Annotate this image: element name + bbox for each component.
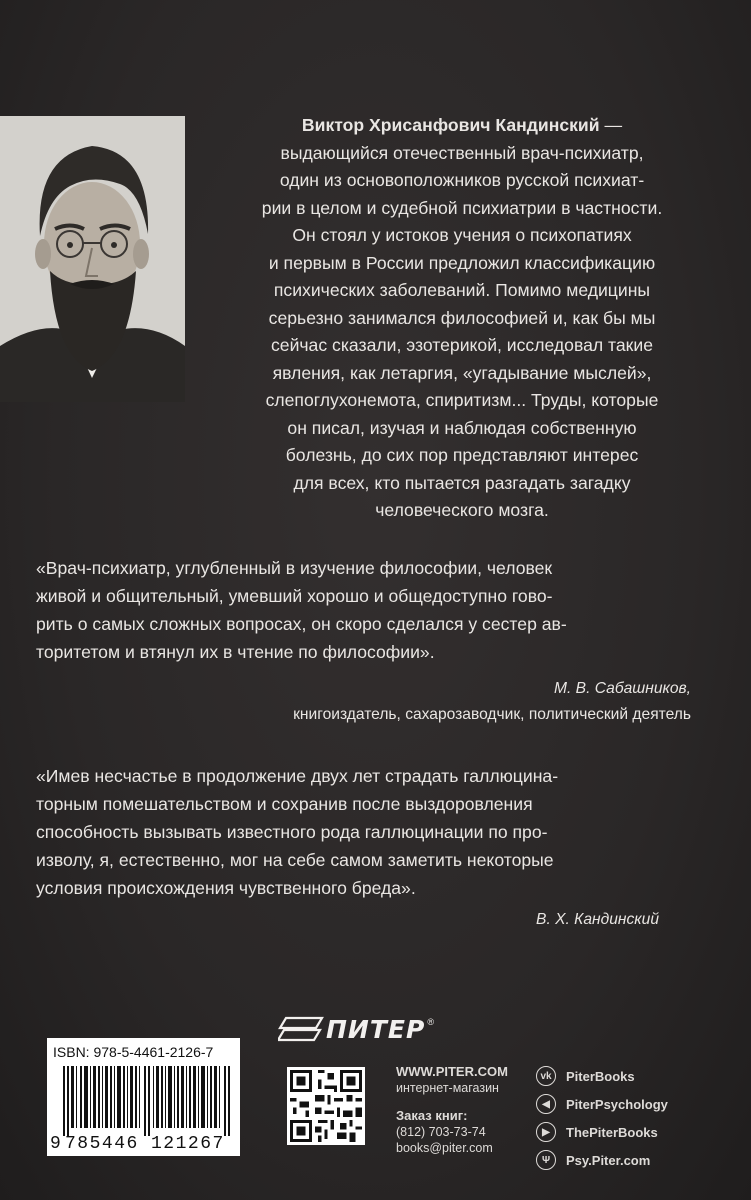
- social-links: [536, 1062, 668, 1174]
- quote-sabashnikov: [36, 554, 716, 666]
- order-email[interactable]: books@piter.com: [396, 1141, 493, 1155]
- bio-line: он писал, изучая и наблюдая собственную: [287, 417, 637, 438]
- bio-line: болезнь, до сих пор представляют интерес: [285, 445, 639, 465]
- quote-line: изволу, я, естественно, мог на себе самом заметить некоторые: [36, 850, 554, 870]
- bio-line: и первым в России предложил классификацию: [268, 252, 656, 273]
- quote-line: живой и общительный, умевший хорошо и общедоступно гово-: [36, 586, 553, 606]
- author-name: Виктор Хрисанфович Кандинский: [301, 115, 600, 135]
- social-label: Psy.Piter.com: [566, 1152, 651, 1168]
- author-bio: [212, 112, 712, 525]
- social-link-telegram[interactable]: [536, 1090, 668, 1118]
- quote-kandinsky: [36, 762, 716, 902]
- website-link[interactable]: WWW.PITER.COM: [396, 1064, 508, 1079]
- isbn-number: ISBN: 978-5-4461-2126-7: [53, 1044, 214, 1060]
- quote-line: условия происхождения чувственного бреда».: [36, 878, 416, 898]
- bio-line: Он стоял у истоков учения о психопатиях: [292, 225, 632, 245]
- bio-line: серьезно занимался философией и, как бы мы: [268, 307, 656, 328]
- bio-line: слепоглухонемота, спиритизм... Труды, которые: [265, 390, 659, 410]
- bio-line: один из основоположников русской психиат-: [279, 170, 645, 190]
- barcode-digits-left: 785446: [65, 1134, 139, 1154]
- quote-line: «Врач-психиатр, углубленный в изучение философии, человек: [36, 558, 553, 578]
- social-link-psy[interactable]: [536, 1146, 668, 1174]
- quote-author-role: книгоиздатель, сахарозаводчик, политический деятель: [293, 706, 691, 723]
- bio-line: психических заболеваний. Помимо медицины: [273, 280, 651, 300]
- quote-author: М. В. Сабашников,: [554, 680, 691, 697]
- social-label: PiterPsychology: [566, 1096, 668, 1112]
- quote-line: «Имев несчастье в продолжение двух лет страдать галлюцина-: [36, 766, 559, 786]
- barcode-digit-first: 9: [50, 1134, 61, 1154]
- logo-mark-icon: [278, 1016, 324, 1042]
- quote-line: способность вызывать известного рода галлюцинации по про-: [36, 822, 548, 842]
- social-link-youtube[interactable]: [536, 1118, 668, 1146]
- psi-icon: Ψ: [536, 1150, 556, 1170]
- website-description: интернет-магазин: [396, 1081, 499, 1095]
- order-phone[interactable]: (812) 703-73-74: [396, 1125, 486, 1139]
- quote-line: рить о самых сложных вопросах, он скоро сделался у сестер ав-: [36, 614, 567, 634]
- bio-line: выдающийся отечественный врач-психиатр,: [280, 142, 644, 163]
- author-name-dash: —: [599, 115, 623, 135]
- barcode-bars: [61, 1066, 233, 1136]
- vk-icon: vk: [536, 1066, 556, 1086]
- bio-line: явления, как летаргия, «угадывание мыслей»,: [272, 362, 652, 383]
- telegram-icon: ◀: [536, 1094, 556, 1114]
- social-link-vk[interactable]: [536, 1062, 668, 1090]
- isbn-barcode: [47, 1038, 240, 1156]
- quote-line: торитетом и втянул их в чтение по философии».: [36, 642, 435, 662]
- quote-attribution-kandinsky: [536, 907, 659, 933]
- barcode-digits-right: 121267: [151, 1134, 225, 1154]
- bio-line: сейчас сказали, эзотерикой, исследовал такие: [270, 335, 653, 355]
- author-portrait: [0, 116, 185, 402]
- quote-author: В. Х. Кандинский: [536, 911, 659, 928]
- logo-text: ПИТЕР: [326, 1014, 426, 1044]
- social-label: PiterBooks: [566, 1068, 635, 1084]
- qr-code[interactable]: [287, 1067, 365, 1145]
- bio-line: рии в целом и судебной психиатрии в частности.: [261, 197, 663, 218]
- youtube-icon: ▶: [536, 1122, 556, 1142]
- barcode-digits: [47, 1134, 240, 1154]
- publisher-contacts: [396, 1064, 508, 1156]
- publisher-logo: [278, 1014, 434, 1044]
- social-label: ThePiterBooks: [566, 1124, 658, 1140]
- registered-mark: ®: [427, 1017, 434, 1027]
- bio-line: человеческого мозга.: [375, 500, 549, 520]
- bio-line-0: [212, 112, 712, 140]
- quote-line: торным помешательством и сохранив после выздоровления: [36, 794, 533, 814]
- quote-attribution-sabashnikov: [293, 676, 691, 728]
- bio-line: для всех, кто пытается разгадать загадку: [293, 472, 631, 493]
- order-label: Заказ книг:: [396, 1108, 468, 1123]
